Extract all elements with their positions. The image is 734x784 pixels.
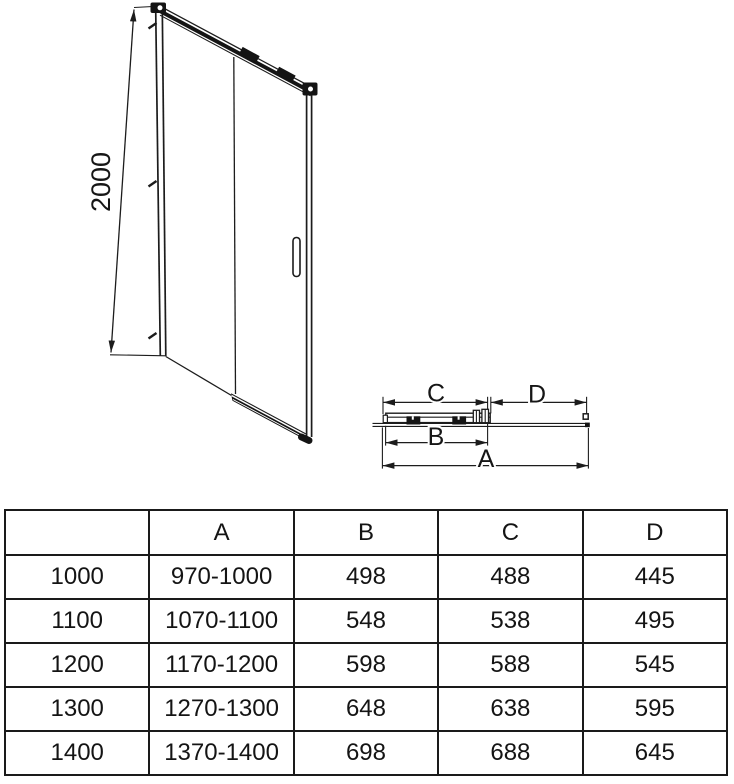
- panel-divider: [234, 57, 236, 394]
- table-row: [5, 643, 727, 687]
- dim-label-b: B: [427, 423, 445, 451]
- col-header-b: B: [294, 510, 438, 555]
- spec-value: 498: [294, 555, 438, 599]
- table-row: [5, 731, 727, 775]
- spec-value: 488: [438, 555, 582, 599]
- glass-bottom-edge: [166, 357, 232, 396]
- spec-value: 645: [583, 731, 727, 775]
- table-row: [5, 599, 727, 643]
- spec-value: 538: [438, 599, 582, 643]
- spec-value: 495: [583, 599, 727, 643]
- spec-value: 648: [294, 687, 438, 731]
- col-header-size: [5, 510, 149, 555]
- door-handle: [293, 238, 300, 277]
- dim-label-c: C: [426, 379, 446, 408]
- col-header-d: D: [583, 510, 727, 555]
- spec-value: 688: [438, 731, 582, 775]
- spec-value: 1270-1300: [149, 687, 293, 731]
- dim-label-a: A: [477, 445, 495, 473]
- wall-bracket-top-view: [583, 414, 588, 419]
- row-label: 1100: [5, 599, 149, 643]
- row-label: 1400: [5, 731, 149, 775]
- col-header-a: A: [149, 510, 293, 555]
- table-header-row: [5, 510, 727, 555]
- row-label: 1300: [5, 687, 149, 731]
- plan-view: [373, 380, 590, 474]
- left-wall-profile: [149, 9, 166, 356]
- spec-value: 1370-1400: [149, 731, 293, 775]
- dimensions-table: [4, 509, 728, 776]
- height-dimension: [86, 7, 166, 356]
- spec-value: 595: [583, 687, 727, 731]
- wall-bracket: [149, 333, 157, 339]
- wall-bracket: [149, 181, 157, 187]
- spec-value: 698: [294, 731, 438, 775]
- spec-value: 548: [294, 599, 438, 643]
- spec-value: 545: [583, 643, 727, 687]
- spec-value: 1170-1200: [149, 643, 293, 687]
- bottom-rail: [231, 394, 309, 441]
- dim-label-d: D: [527, 380, 547, 409]
- spec-value: 1070-1100: [149, 599, 293, 643]
- row-label: 1000: [5, 555, 149, 599]
- spec-value: 588: [438, 643, 582, 687]
- spec-value: 598: [294, 643, 438, 687]
- table-row: [5, 555, 727, 599]
- door-elevation: [86, 3, 318, 442]
- table-row: [5, 687, 727, 731]
- spec-value: 970-1000: [149, 555, 293, 599]
- col-header-c: C: [438, 510, 582, 555]
- row-label: 1200: [5, 643, 149, 687]
- spec-value: 638: [438, 687, 582, 731]
- height-dim-label: 2000: [86, 151, 116, 213]
- spec-value: 445: [583, 555, 727, 599]
- glass-panels: [166, 57, 312, 437]
- bottom-end-cap: [302, 437, 310, 441]
